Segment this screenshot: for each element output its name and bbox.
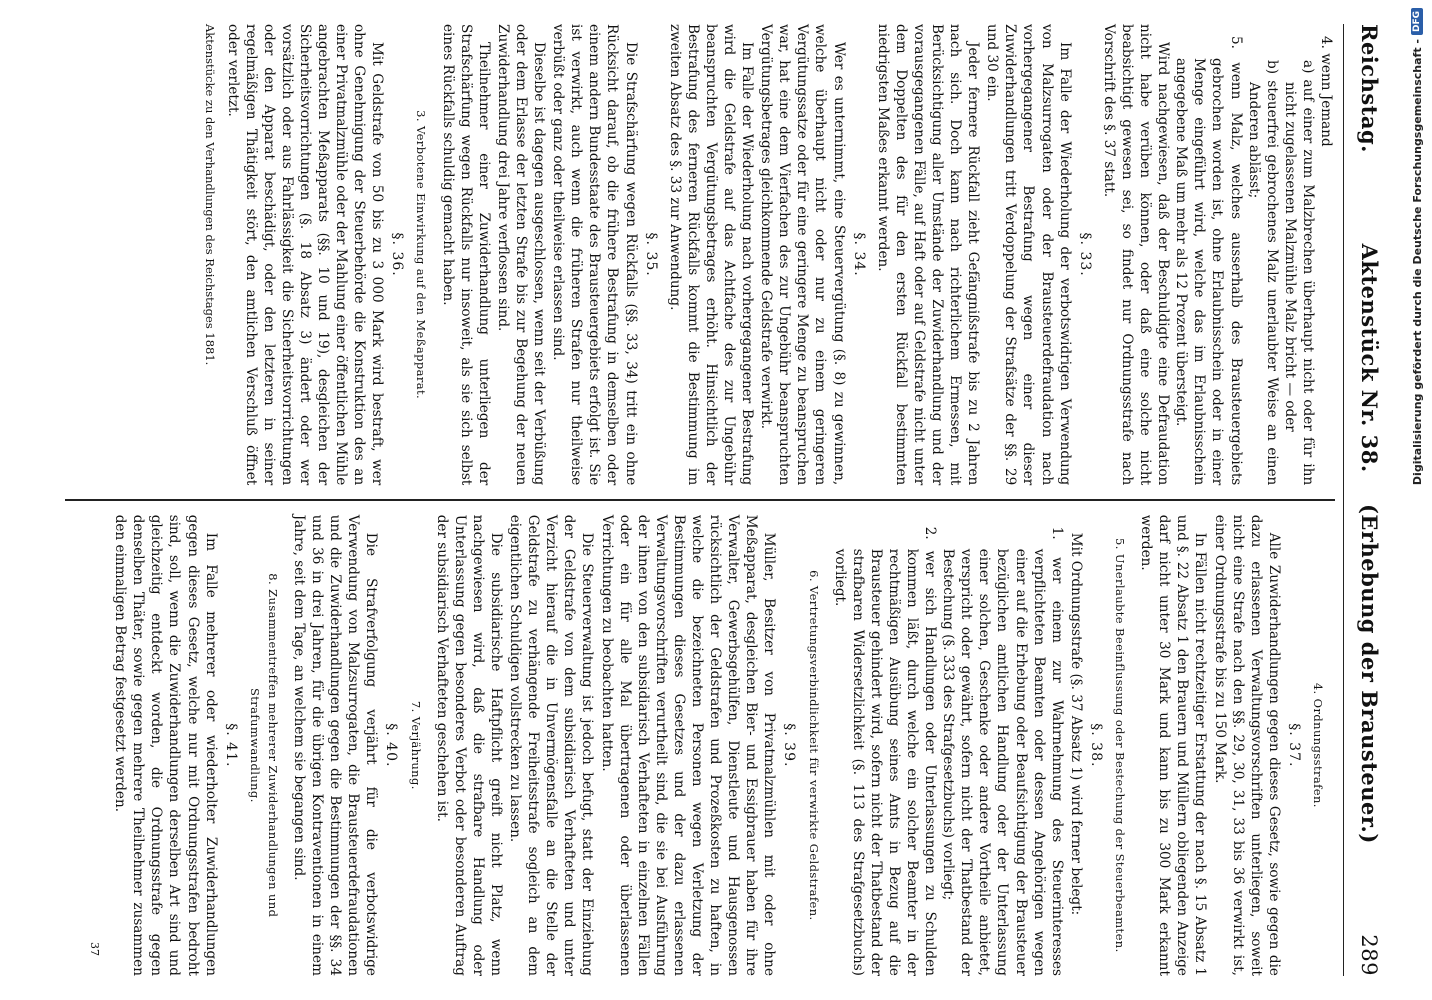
subsection-heading: 4. Ordnungsstrafen.	[1311, 682, 1325, 808]
signature-mark: 37	[88, 941, 102, 956]
paragraph: Mit Ordnungsstrafe (§. 37 Absatz 1) wird ferner belegt:	[1067, 532, 1084, 916]
list-item: 5. wenn Malz, welches ausserhalb des Brausteuergebiets gebrochen worden ist, ohne Erlaubnisschein oder in einer Menge eingeführt wird, welche das im Erlaubnisschein angegebene Maß um mehr als 12 Prozent übersteigt.	[1173, 36, 1244, 486]
list-subitem: a) auf einer zum Malzbrechen überhaupt nicht oder für ihn nicht zugelassenen Malzmühle Malz bricht — oder	[1281, 60, 1316, 486]
paragraph: Die subsidiarische Haftpflicht greift nicht Platz, wenn nachgewiesen wird, daß die strafbare Handlung oder Unterlassung gegen besonderes Verbot oder besonderen Auftrag der subsidiarisch Verhafteten geschehen ist.	[433, 514, 504, 976]
subsection-heading: 6. Vertretungsverbindlichkeit für verwirkte Geldstrafen.	[806, 570, 821, 921]
subsection-heading: 5. Unerlaubte Beeinflussung oder Bestechung der Steuerbeamten.	[1113, 538, 1128, 953]
paragraph: Dieselbe ist dagegen ausgeschlossen, wenn seit der Verbüßung oder dem Erlasse der letzten Strafe bis zur Begehung der neuen Zuwiderhandlung drei Jahre verflossen sind.	[494, 24, 548, 486]
section-heading: §. 35.	[642, 232, 659, 277]
page-header	[1343, 24, 1382, 976]
section-heading: §. 38.	[1087, 723, 1104, 768]
two-column-body	[65, 24, 1335, 976]
paragraph: Mit Geldstrafe von 50 bis zu 3 000 Mark wird bestraft, wer ohne Genehmigung der Steuerbehörde die Konstruktion des an einer Privatmalzmühle oder der Mahlung einer öffentlichen Mühle angebrachten Meßapparats (§§. 10 und 19), desgleichen der Sicherheitsvorrichtungen (§. 18 Absatz 3) ändert oder wer vorsätzlich oder aus Fahrlässigkeit die Sicherheitsvorrichtungen oder den Apparat beschädigt, oder den letzteren in seiner regelmäßigen Thätigkeit stört, den amtlichen Verschluß öffnet oder verletzt.	[224, 24, 386, 486]
list-item: 2. wer sich Handlungen oder Unterlassungen zu Schulden kommen läßt, durch welche ein solcher Beamter in der rechtmäßigen Ausübung seines Amts in Bezug auf die Brausteuer gehindert wird, sofern nicht der Thatbestand der strafbaren Widersetzlichkeit (§. 113 des Strafgesetzbuchs) vorliegt.	[831, 526, 939, 976]
paragraph: In Fällen nicht rechtzeitiger Erstattung der nach §. 15 Absatz 1 und §. 22 Absatz 1 den Brauern und Müllern obliegenden Anzeige darf nicht unter 30 Mark und kann bis zu 300 Mark erkannt werden.	[1138, 514, 1209, 976]
paragraph: Wird nachgewiesen, daß der Beschuldigte eine Defraudation nicht habe verüben können, oder daß eine solche nicht beabsichtigt gewesen sei, so findet nur Ordnungsstrafe nach Vorschrift des §. 37 statt.	[1100, 24, 1172, 486]
page-number: 289	[1357, 934, 1381, 976]
section-heading: §. 40.	[383, 723, 400, 768]
section-heading: §. 33.	[1076, 232, 1093, 277]
subsection-heading: 8. Zusammentreffen mehrerer Zuwiderhandlungen und Strafumwandlung.	[247, 573, 280, 918]
paragraph: Müller, Besitzer von Privatmalzmühlen mit oder ohne Meßapparat, desgleichen Bier- und Essigbrauer haben für ihre Verwalter, Gewerbsgehülfen, Dienstleute und Hausgenossen rücksichtlich der Geldstrafen und Prozeßkosten zu haften, in welche die bezeichneten Personen wegen Verletzung der Bestimmungen dieses Gesetzes und der dazu erlassenen Verwaltungsvorschriften verurtheilt sind, die sie bei Ausführung der ihnen von den subsidiarisch Verhafteten in einzelnen Fällen oder ein für alle Mal übertragenen oder überlassenen Verrichtungen zu beobachten hatten.	[598, 514, 778, 976]
section-heading: §. 41.	[222, 723, 239, 768]
list-item: 1. wer einem zur Wahrnehmung des Steuerinteresses verpflichteten Beamten oder dessen Angehörigen wegen einer auf die Erhebung oder Beaufsichtigung der Brausteuer bezüglichen amtlichen Handlung oder der Unterlassung einer solchen, Geschenke oder andere Vortheile anbietet, verspricht oder gewährt, sofern nicht der Thatbestand der Bestechung (§. 333 des Strafgesetzbuchs) vorliegt;	[940, 526, 1065, 976]
right-column	[65, 501, 1335, 976]
paragraph: Theilnehmer einer Zuwiderhandlung unterliegen der Strafschärfung wegen Rückfalls nur insoweit, als sie sich selbst eines Rückfalls schuldig gemacht haben.	[439, 24, 492, 486]
paragraph: Wer es unternimmt, eine Steuervergütung (§. 8) zu gewinnen, welche überhaupt nicht oder nur zu einem geringeren Vergütungssatze oder für eine geringere Menge zu beanspruchen war, hat eine dem Vierfachen des zur Ungebühr beanspruchten Vergütungsbetrages gleichkommende Geldstrafe verwirkt.	[758, 24, 847, 486]
header-subject: (Erhebung der Brausteuer.)	[1357, 503, 1382, 844]
section-heading: §. 39.	[781, 723, 798, 768]
paragraph: Im Falle der Wiederholung nach vorhergegangener Bestrafung wird die Geldstrafe auf das Achtfache des zur Ungebühr beanspruchten Vergütungsbetrages erhöht. Hinsichtlich der Bestrafung des ferneren Rückfalls kommt die Bestimmung im zweiten Absatz des §. 33 zur Anwendung.	[666, 24, 756, 486]
watermark-text: Digitalisierung gefördert durch die Deutsche Forschungsgemeinschaft -	[1410, 39, 1424, 486]
subsection-heading: 3. Verbotene Einwirkung auf den Meßapparat.	[414, 110, 429, 400]
paragraph: Jeder fernere Rückfall zieht Gefängnißstrafe bis zu 2 Jahren nach sich. Doch kann nach richterlichem Ermessen, mit Berücksichtigung aller Umstände der Zuwiderhandlung und der vorausgegangenen Fälle, auf Haft oder auf Geldstrafe nicht unter dem Doppelten des für den ersten Rückfall bestimmten niedrigsten Maßes erkannt werden.	[874, 24, 982, 486]
list-subitem: b) steuerfrei gebrochenes Malz unerlaubter Weise an einen Anderen ablässt;	[1245, 60, 1280, 486]
section-heading: §. 37.	[1285, 723, 1302, 768]
section-heading: §. 34.	[850, 232, 867, 277]
header-center	[1357, 153, 1382, 934]
header-document-number: Aktenstück Nr. 38.	[1357, 243, 1382, 473]
left-column	[65, 24, 1335, 499]
page-footer: Aktenstücke zu den Verhandlungen des Reichstages 1881.	[203, 24, 218, 366]
section-heading: §. 36.	[389, 232, 406, 277]
digitization-watermark	[1409, 8, 1425, 994]
list-item: 4. wenn Jemand	[1318, 36, 1334, 147]
paragraph: Die Strafschärfung wegen Rückfalls (§§. 33, 34) tritt ein ohne Rücksicht darauf, ob die frühere Bestrafung in demselben oder einem andern Bundesstaate des Brausteuergebiets erfolgt ist. Sie ist verwirkt, auch wenn die früheren Strafen nur theilweise verbüßt oder ganz oder theilweise erlassen sind.	[550, 24, 639, 486]
paragraph: Die Strafverfolgung verjährt für die verbotswidrige Verwendung von Malzsurrogaten, die Brausteuerdefraudationen und die Zuwiderhandlungen gegen die Bestimmungen der §§. 34 und 36 in drei Jahren, für die übrigen Kontraventionen in einem Jahre, seit dem Tage, an welchem sie begangen sind.	[291, 514, 380, 976]
dfg-logo: DFG	[1411, 8, 1423, 35]
paragraph: Die Steuerverwaltung ist jedoch befugt, statt der Einziehung der Geldstrafe von dem subsidiarisch Verhafteten und unter Verzicht hierauf die in Unvermögensfalle an die Stelle der Geldstrafe zu verhängende Freiheitsstrafe sogleich an dem eigentlichen Schuldigen vollstrecken zu lassen.	[507, 514, 596, 976]
header-left: Reichstag.	[1357, 24, 1382, 153]
subsection-heading: 7. Verjährung.	[408, 700, 423, 790]
paragraph: Alle Zuwiderhandlungen gegen dieses Gesetz, sowie gegen die dazu erlassenen Verwaltungsvorschriften unterliegen, soweit nicht eine Strafe nach den §§. 29, 30, 31, 33 bis 36 verwirkt ist, einer Ordnungsstrafe bis zu 150 Mark.	[1211, 514, 1282, 976]
paragraph: Im Falle mehrerer oder wiederholter Zuwiderhandlungen gegen dieses Gesetz, welche nur mit Ordnungsstrafen bedroht sind, soll, wenn die Zuwiderhandlungen derselben Art sind und gleichzeitig entdeckt worden, die Ordnungsstrafe gegen denselben Thäter, sowie gegen mehrere Theilnehmer zusammen den einmaligen Betrag festgesetzt werden.	[112, 514, 219, 976]
paragraph: Im Falle der Wiederholung der verbotswidrigen Verwendung von Malzsurrogaten oder der Brausteuerdefraudation nach vorhergegangener Bestrafung wegen einer dieser Zuwiderhandlungen tritt Verdoppelung der Strafsätze der §§. 29 und 30 ein.	[984, 24, 1073, 486]
